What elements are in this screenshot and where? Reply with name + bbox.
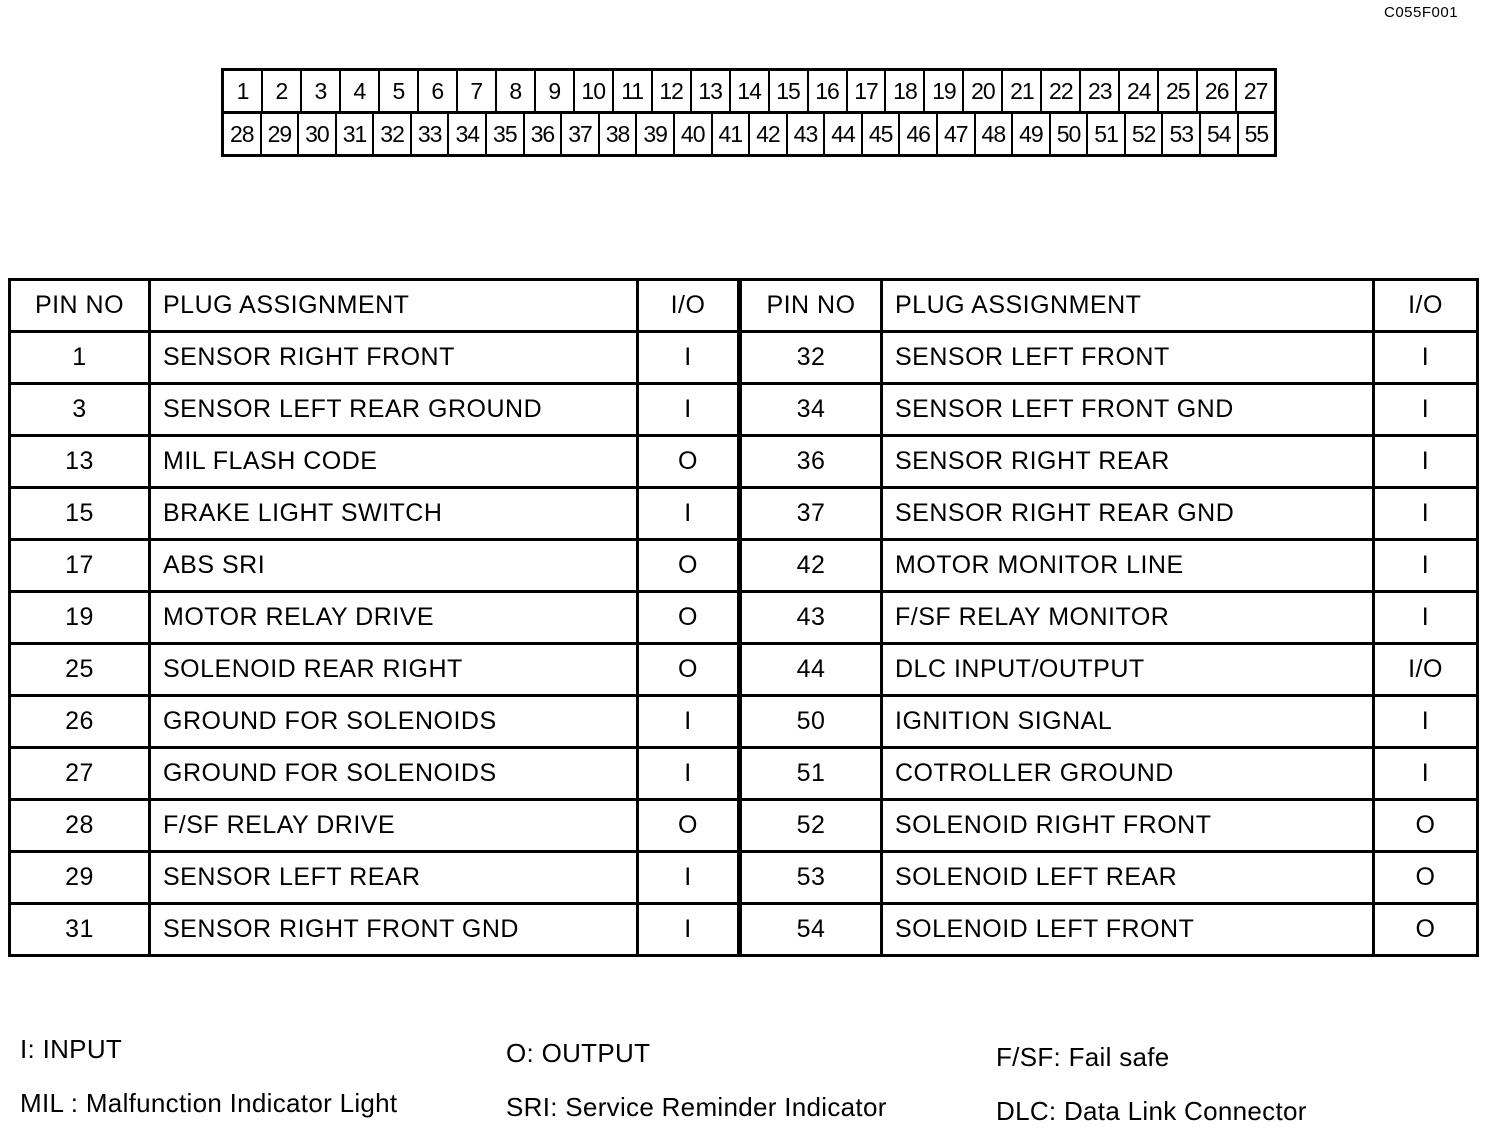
connector-pin: 29 xyxy=(260,114,298,154)
plug-assignment-cell: SOLENOID LEFT FRONT xyxy=(882,904,1374,956)
plug-assignment-cell: SENSOR RIGHT FRONT GND xyxy=(150,904,638,956)
header-io: I/O xyxy=(638,280,740,332)
io-cell: I xyxy=(1374,488,1478,540)
pin-number-cell: 25 xyxy=(10,644,150,696)
table-row xyxy=(10,488,1478,540)
io-cell: O xyxy=(638,644,740,696)
connector-pin: 43 xyxy=(786,114,824,154)
io-cell: O xyxy=(638,540,740,592)
pin-number-cell: 53 xyxy=(740,852,882,904)
table-row xyxy=(10,540,1478,592)
io-cell: I xyxy=(638,488,740,540)
io-cell: I xyxy=(638,852,740,904)
connector-pin: 2 xyxy=(261,71,300,111)
io-cell: I xyxy=(638,384,740,436)
pin-number-cell: 17 xyxy=(10,540,150,592)
table-row xyxy=(10,800,1478,852)
io-cell: O xyxy=(1374,904,1478,956)
plug-assignment-cell: GROUND FOR SOLENOIDS xyxy=(150,696,638,748)
connector-pin: 1 xyxy=(236,77,249,104)
plug-assignment-cell: SOLENOID LEFT REAR xyxy=(882,852,1374,904)
io-cell: O xyxy=(638,592,740,644)
legend-sri: SRI: Service Reminder Indicator xyxy=(506,1092,887,1122)
pin-number-cell: 52 xyxy=(740,800,882,852)
plug-assignment-cell: SENSOR LEFT FRONT GND xyxy=(882,384,1374,436)
pin-number-cell: 13 xyxy=(10,436,150,488)
pin-number-cell: 34 xyxy=(740,384,882,436)
legend-input: I: INPUT xyxy=(20,1034,123,1064)
connector-pin: 48 xyxy=(974,114,1012,154)
plug-assignment-cell: DLC INPUT/OUTPUT xyxy=(882,644,1374,696)
io-cell: I/O xyxy=(1374,644,1478,696)
table-row xyxy=(10,332,1478,384)
header-plug-assignment: PLUG ASSIGNMENT xyxy=(150,280,638,332)
plug-assignment-cell: IGNITION SIGNAL xyxy=(882,696,1374,748)
io-cell: I xyxy=(1374,436,1478,488)
legend-output: O: OUTPUT xyxy=(506,1038,651,1068)
connector-pin: 42 xyxy=(748,114,786,154)
table-row xyxy=(10,852,1478,904)
connector-pin: 26 xyxy=(1196,71,1235,111)
connector-pin: 22 xyxy=(1040,71,1079,111)
io-cell: I xyxy=(638,748,740,800)
connector-pin: 30 xyxy=(297,114,335,154)
connector-pin: 5 xyxy=(378,71,417,111)
connector-pin: 35 xyxy=(485,114,523,154)
connector-pin: 8 xyxy=(495,71,534,111)
connector-pin: 10 xyxy=(573,71,612,111)
connector-pin: 39 xyxy=(635,114,673,154)
connector-pin: 14 xyxy=(729,71,768,111)
pin-number-cell: 37 xyxy=(740,488,882,540)
pin-number-cell: 43 xyxy=(740,592,882,644)
pin-number-cell: 42 xyxy=(740,540,882,592)
plug-assignment-cell: F/SF RELAY MONITOR xyxy=(882,592,1374,644)
connector-pin: 24 xyxy=(1118,71,1157,111)
pin-number-cell: 54 xyxy=(740,904,882,956)
connector-pin: 55 xyxy=(1237,114,1275,154)
pin-number-cell: 15 xyxy=(10,488,150,540)
connector-pin: 4 xyxy=(339,71,378,111)
plug-assignment-cell: SENSOR LEFT REAR xyxy=(150,852,638,904)
connector-pin: 51 xyxy=(1086,114,1124,154)
pin-number-cell: 51 xyxy=(740,748,882,800)
plug-assignment-cell: SENSOR LEFT FRONT xyxy=(882,332,1374,384)
connector-pin: 16 xyxy=(807,71,846,111)
io-cell: I xyxy=(1374,332,1478,384)
connector-pin: 17 xyxy=(846,71,885,111)
plug-assignment-cell: SENSOR RIGHT REAR xyxy=(882,436,1374,488)
pin-number-cell: 32 xyxy=(740,332,882,384)
connector-pin: 6 xyxy=(417,71,456,111)
io-cell: I xyxy=(638,332,740,384)
io-cell: I xyxy=(1374,384,1478,436)
connector-top-row xyxy=(224,71,1274,111)
connector-pin: 23 xyxy=(1079,71,1118,111)
plug-assignment-cell: SENSOR RIGHT FRONT xyxy=(150,332,638,384)
connector-pin: 28 xyxy=(229,120,254,147)
connector-pin: 13 xyxy=(690,71,729,111)
connector-pin: 36 xyxy=(523,114,561,154)
pin-number-cell: 50 xyxy=(740,696,882,748)
header-pin-no: PIN NO xyxy=(740,280,882,332)
table-row xyxy=(10,644,1478,696)
connector-pin: 19 xyxy=(923,71,962,111)
plug-assignment-cell: MIL FLASH CODE xyxy=(150,436,638,488)
connector-pin: 53 xyxy=(1161,114,1199,154)
plug-assignment-cell: SENSOR LEFT REAR GROUND xyxy=(150,384,638,436)
connector-pin: 52 xyxy=(1124,114,1162,154)
table-row xyxy=(10,748,1478,800)
connector-pin: 45 xyxy=(861,114,899,154)
pin-number-cell: 1 xyxy=(10,332,150,384)
pin-number-cell: 29 xyxy=(10,852,150,904)
connector-pin: 15 xyxy=(768,71,807,111)
pin-number-cell: 36 xyxy=(740,436,882,488)
plug-assignment-cell: MOTOR RELAY DRIVE xyxy=(150,592,638,644)
legend-mil: MIL : Malfunction Indicator Light xyxy=(20,1088,398,1118)
legend-failsafe: F/SF: Fail safe xyxy=(996,1042,1170,1072)
connector-pin: 47 xyxy=(936,114,974,154)
io-cell: I xyxy=(1374,540,1478,592)
connector-bottom-row xyxy=(224,111,1274,154)
table-row xyxy=(10,904,1478,956)
io-cell: I xyxy=(1374,696,1478,748)
pin-number-cell: 19 xyxy=(10,592,150,644)
io-cell: I xyxy=(638,696,740,748)
plug-assignment-cell: ABS SRI xyxy=(150,540,638,592)
plug-assignment-cell: SOLENOID REAR RIGHT xyxy=(150,644,638,696)
connector-pin: 37 xyxy=(560,114,598,154)
connector-pin: 34 xyxy=(447,114,485,154)
connector-pin: 40 xyxy=(673,114,711,154)
io-cell: O xyxy=(638,436,740,488)
table-header-row xyxy=(10,280,1478,332)
pin-number-cell: 44 xyxy=(740,644,882,696)
table-row xyxy=(10,696,1478,748)
io-cell: O xyxy=(1374,800,1478,852)
io-cell: I xyxy=(1374,592,1478,644)
connector-pin: 46 xyxy=(898,114,936,154)
connector-pin: 41 xyxy=(711,114,749,154)
header-io: I/O xyxy=(1374,280,1478,332)
io-cell: O xyxy=(638,800,740,852)
pin-number-cell: 26 xyxy=(10,696,150,748)
connector-pin: 38 xyxy=(598,114,636,154)
connector-pin: 20 xyxy=(962,71,1001,111)
table-row xyxy=(10,436,1478,488)
plug-assignment-cell: SOLENOID RIGHT FRONT xyxy=(882,800,1374,852)
header-pin-no: PIN NO xyxy=(10,280,150,332)
connector-pin: 32 xyxy=(372,114,410,154)
connector-pin: 33 xyxy=(410,114,448,154)
connector-pin: 12 xyxy=(651,71,690,111)
pin-number-cell: 31 xyxy=(10,904,150,956)
io-cell: O xyxy=(1374,852,1478,904)
io-cell: I xyxy=(638,904,740,956)
connector-pin: 31 xyxy=(335,114,373,154)
connector-pin: 27 xyxy=(1235,71,1274,111)
connector-pin: 3 xyxy=(300,71,339,111)
header-plug-assignment: PLUG ASSIGNMENT xyxy=(882,280,1374,332)
pin-number-cell: 27 xyxy=(10,748,150,800)
plug-assignment-cell: BRAKE LIGHT SWITCH xyxy=(150,488,638,540)
plug-assignment-cell: SENSOR RIGHT REAR GND xyxy=(882,488,1374,540)
table-row xyxy=(10,592,1478,644)
connector-pin: 18 xyxy=(884,71,923,111)
legend-dlc: DLC: Data Link Connector xyxy=(996,1096,1307,1126)
plug-assignment-cell: COTROLLER GROUND xyxy=(882,748,1374,800)
connector-pin: 50 xyxy=(1049,114,1087,154)
plug-assignment-cell: F/SF RELAY DRIVE xyxy=(150,800,638,852)
connector-pin: 11 xyxy=(612,71,651,111)
io-cell: I xyxy=(1374,748,1478,800)
connector-pin-diagram xyxy=(221,68,1277,157)
pin-number-cell: 3 xyxy=(10,384,150,436)
table-row xyxy=(10,384,1478,436)
pin-number-cell: 28 xyxy=(10,800,150,852)
connector-pin: 25 xyxy=(1157,71,1196,111)
connector-pin: 9 xyxy=(534,71,573,111)
figure-code: C055F001 xyxy=(1384,4,1459,21)
connector-pin: 7 xyxy=(456,71,495,111)
plug-assignment-cell: MOTOR MONITOR LINE xyxy=(882,540,1374,592)
connector-pin: 21 xyxy=(1001,71,1040,111)
pin-assignment-table xyxy=(8,278,1479,957)
connector-pin: 44 xyxy=(823,114,861,154)
connector-pin: 49 xyxy=(1011,114,1049,154)
connector-pin: 54 xyxy=(1199,114,1237,154)
plug-assignment-cell: GROUND FOR SOLENOIDS xyxy=(150,748,638,800)
